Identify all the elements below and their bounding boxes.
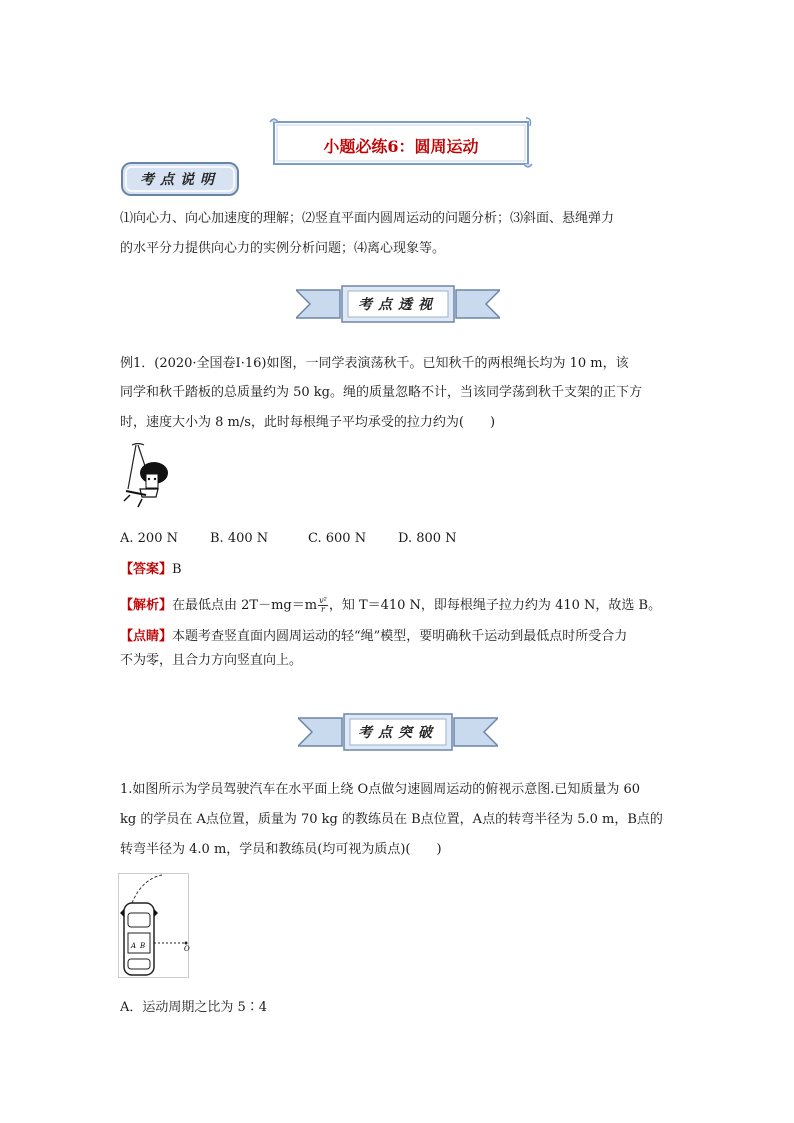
label-b: B xyxy=(140,942,146,950)
page-title: 小题必练6：圆周运动 xyxy=(323,137,479,156)
car-diagram xyxy=(118,873,198,979)
point-tag: 【点睛】 xyxy=(120,629,173,644)
car-figure xyxy=(118,873,198,979)
point-line-1: 本题考查竖直面内圆周运动的轻“绳”模型，要明确秋千运动到最低点时所受合力 xyxy=(172,629,628,644)
label-a: A xyxy=(131,942,137,950)
example-1-line-1: 例1．(2020·全国卷Ⅰ·16)如图，一同学表演荡秋千。已知秋千的两根绳长均为 10 m，该 xyxy=(120,356,629,371)
option-a: A. 200 N xyxy=(120,531,178,546)
analysis-post: ，知 T＝410 N，即每根绳子拉力约为 410 N，故选 B。 xyxy=(328,598,662,613)
example-1-line-3: 时，速度大小为 8 m/s，此时每根绳子平均承受的拉力约为( ) xyxy=(120,415,496,430)
question-1-line-3: 转弯半径为 4.0 m，学员和教练员(均可视为质点)( ) xyxy=(120,842,442,857)
label-o: O xyxy=(184,945,190,953)
swing-illustration xyxy=(118,443,178,513)
question-1-option-a: A．运动周期之比为 5∶4 xyxy=(120,1000,268,1015)
analysis-ribbon-label: 考点透视 xyxy=(358,297,438,313)
analysis-tag: 【解析】 xyxy=(120,598,173,613)
point-row-1 xyxy=(120,623,627,650)
intro-line-1: ⑴向心力、向心加速度的理解；⑵竖直平面内圆周运动的问题分析；⑶斜面、悬绳弹力 xyxy=(120,211,615,226)
question-1-line-2: kg 的学员在 A点位置，质量为 70 kg 的教练员在 B点位置，A点的转弯半径为 5.0 m，B点的 xyxy=(120,812,663,827)
example-1-line-2: 同学和秋千踏板的总质量约为 50 kg。绳的质量忽略不计，当该同学荡到秋千支架的正下方 xyxy=(120,385,643,400)
answer-row xyxy=(120,556,182,583)
point-line-2: 不为零，且合力方向竖直向上。 xyxy=(120,653,303,668)
explain-badge xyxy=(120,160,240,198)
option-d: D. 800 N xyxy=(398,531,457,546)
intro-line-2: 的水平分力提供向心力的实例分析问题；⑷离心现象等。 xyxy=(120,241,446,256)
analysis-pre: 在最低点由 2T－mg＝m xyxy=(172,598,318,613)
breakthrough-ribbon xyxy=(298,712,498,752)
fraction-denominator: r xyxy=(321,605,325,614)
option-b: B. 400 N xyxy=(210,531,269,546)
answer-tag: 【答案】 xyxy=(120,562,173,577)
swing-figure xyxy=(118,443,178,513)
explain-badge-label: 考点说明 xyxy=(140,172,220,188)
breakthrough-ribbon-label: 考点突破 xyxy=(358,725,438,741)
question-1-line-1: 1.如图所示为学员驾驶汽车在水平面上绕 O点做匀速圆周运动的俯视示意图.已知质量为 60 xyxy=(120,782,641,797)
analysis-row xyxy=(120,592,661,619)
analysis-ribbon xyxy=(296,284,500,324)
formula-fraction xyxy=(318,597,328,614)
answer-value: B xyxy=(172,562,182,577)
title-banner xyxy=(268,114,534,170)
fraction-numerator: v² xyxy=(319,596,327,605)
option-c: C. 600 N xyxy=(308,531,367,546)
